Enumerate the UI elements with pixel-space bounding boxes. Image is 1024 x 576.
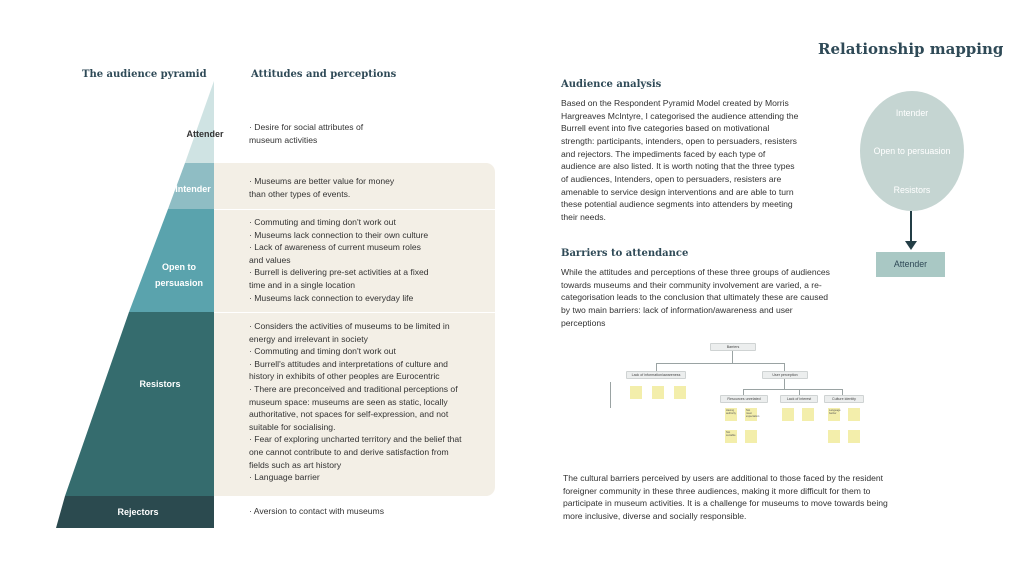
pyramid-label-open-to-persuasion: Open to persuasion xyxy=(154,262,203,288)
barriers-text: While the attitudes and perceptions of these three groups of audiences towards museums and their community involvement are varied, a re- categorisation leads to the conclusion that ultimately these are caused by two main barriers: lack of information/awareness and user perceptions xyxy=(561,267,830,328)
tree-connector xyxy=(743,389,842,390)
tree-connector xyxy=(656,363,657,371)
footer-text: The cultural barriers perceived by users are additional to those faced by the resident foreigner community in these three audiences, making it more difficult for them to participate in museum activities. It is a challenge for museums to move towards being more inclusive, diverse and socially responsible. xyxy=(563,473,888,521)
tree-sub-node: Lack of interest xyxy=(780,395,818,403)
tree-root-node: Barriers xyxy=(710,343,756,351)
attitudes-rejectors: · Aversion to contact with museums xyxy=(249,506,385,516)
sticky-note: Not meet expectation xyxy=(745,408,757,421)
sticky-note: Having authority xyxy=(725,408,737,421)
pyramid-heading: The audience pyramid xyxy=(82,69,207,80)
pyramid-label-intender: Intender xyxy=(175,184,211,194)
sticky-note xyxy=(828,430,840,443)
attitudes-open-to-persuasion: · Commuting and timing don't work out · Museums lack connection to their own culture · Lack of awareness of current museum roles and values · Burrell is delivering pre-set activities at a fixed time and in a single location · Museums lack connection to everyday life xyxy=(249,217,429,303)
sticky-note xyxy=(848,430,860,443)
circle-label-intender: Intender xyxy=(895,108,929,118)
tree-branch-node: Lack of information/awareness xyxy=(626,371,686,379)
pyramid-label-resistors: Resistors xyxy=(139,379,181,389)
sticky-note xyxy=(745,430,757,443)
sticky-note: Not sociable xyxy=(725,430,737,443)
tree-connector xyxy=(784,379,785,389)
pyramid-level-attender xyxy=(185,81,214,163)
attitudes-resistors: · Considers the activities of museums to be limited in energy and irrelevant in society · Commuting and timing don't work out · Burrell's attitudes and interpretations of culture and history in exhibits of other peoples are Eurocentric · There are preconceived and traditional perceptions of museum space: museums are seen as static, locally authoritative, not spaces for self-expression, and not suitable for socialising. · Fear of exploring uncharted territory and the belief that one cannot contribute to and derive satisfaction from fields such as art history · Language barrier xyxy=(249,321,462,483)
barriers-heading: Barriers to attendance xyxy=(561,248,689,259)
tree-connector xyxy=(732,351,733,363)
pyramid-label-rejectors: Rejectors xyxy=(117,507,159,517)
tree-sub-node: Resources unrelated xyxy=(720,395,768,403)
audience-analysis-heading: Audience analysis xyxy=(561,79,662,90)
circle-label-resistors: Resistors xyxy=(893,185,931,195)
attitudes-heading: Attitudes and perceptions xyxy=(251,69,397,80)
sticky-note xyxy=(630,386,642,399)
sticky-note: Language barrier xyxy=(828,408,840,421)
tree-connector xyxy=(656,363,784,364)
attender-box: Attender xyxy=(876,252,945,277)
arrow-down-icon xyxy=(905,241,917,250)
attitudes-intender: · Museums are better value for money than other types of events. xyxy=(249,176,395,199)
sticky-note xyxy=(802,408,814,421)
sticky-note xyxy=(674,386,686,399)
attitudes-attender: · Desire for social attributes of museum activities xyxy=(249,122,364,145)
sticky-note xyxy=(782,408,794,421)
circle-label-open-to-persuasion: Open to persuasion xyxy=(873,146,951,156)
pyramid-level-resistors xyxy=(65,312,214,496)
sticky-note xyxy=(652,386,664,399)
tree-sub-node: Culture identity xyxy=(824,395,864,403)
tree-connector xyxy=(784,363,785,371)
sticky-note xyxy=(848,408,860,421)
tree-border xyxy=(610,382,611,408)
barriers-tree-diagram xyxy=(600,338,880,458)
page-title: Relationship mapping xyxy=(818,40,1004,58)
pyramid-label-attender: Attender xyxy=(186,129,224,139)
tree-branch-node: User perception xyxy=(762,371,808,379)
arrow-shaft xyxy=(910,211,912,245)
audience-analysis-text: Based on the Respondent Pyramid Model created by Morris Hargreaves McIntyre, I categorised the audience attending the Burrell event into five categories based on motivational strength: participants, intenders, open to persuaders, resisters and rejectors. The impediments faced by each type of audience are also listed. It is worth noting that the three types of audiences, Intenders, open to persuaders, resisters are amenable to service design interventions and are able to turn these potential audience segments into attenders by meeting their needs. xyxy=(561,98,799,222)
